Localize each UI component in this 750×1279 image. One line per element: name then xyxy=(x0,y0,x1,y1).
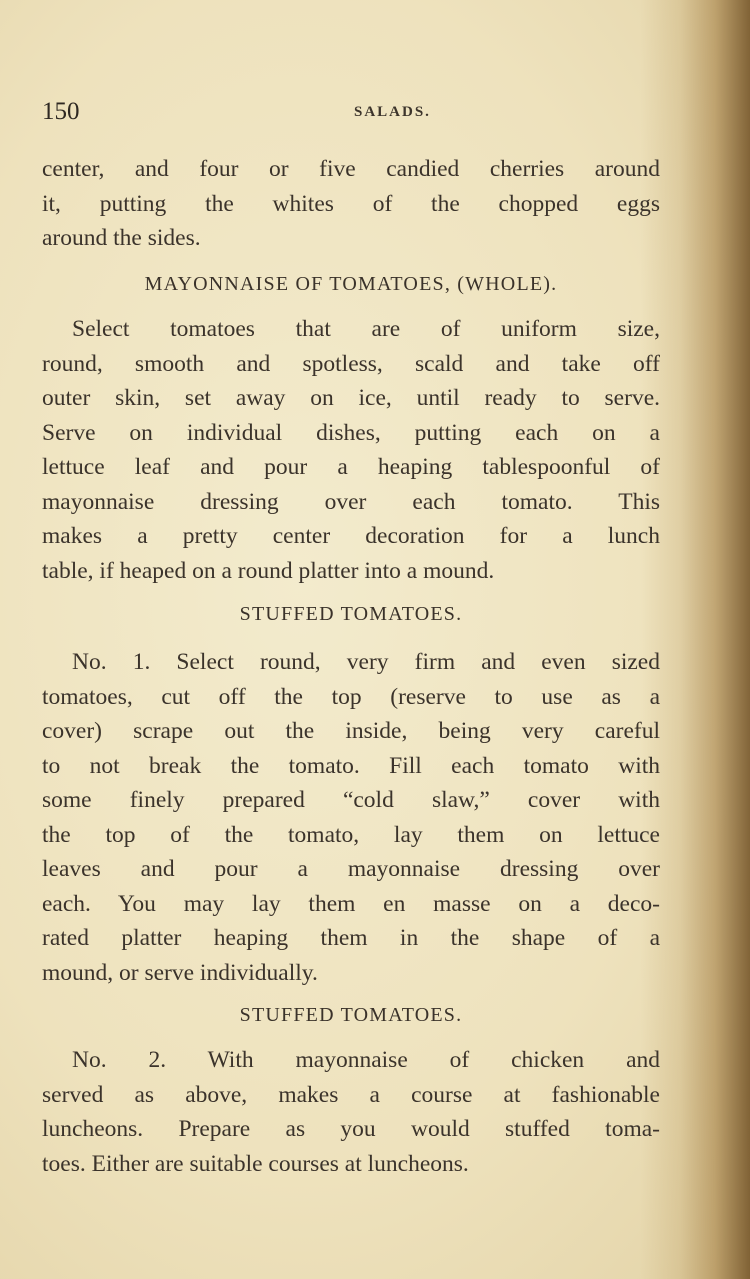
text-line: lettuce leaf and pour a heaping tablespoonful of xyxy=(42,454,660,480)
text-line: it, putting the whites of the chopped eggs xyxy=(42,190,660,217)
text-line: Select tomatoes that are of uniform size, xyxy=(72,316,660,342)
section-heading-stuffed-tomatoes-1: STUFFED TOMATOES. xyxy=(239,603,463,625)
text-line: No. 1. Select round, very firm and even sized xyxy=(72,649,660,675)
paragraph-mayonnaise-of-tomatoes xyxy=(42,312,660,588)
text-line: the top of the tomato, lay them on lettuce xyxy=(42,821,660,848)
paragraph-stuffed-tomatoes-no1 xyxy=(42,645,660,990)
text-line: tomatoes, cut off the top (reserve to use as a xyxy=(42,683,660,710)
text-line: to not break the tomato. Fill each tomato with xyxy=(42,752,660,779)
text-line: rated platter heaping them in the shape of a xyxy=(42,925,660,951)
text-line: center, and four or five candied cherries around xyxy=(42,156,660,182)
text-line: served as above, makes a course at fashionable xyxy=(42,1081,660,1108)
paragraph-stuffed-tomatoes-no2 xyxy=(42,1043,660,1181)
page-number: 150 xyxy=(42,98,80,125)
running-head: SALADS. xyxy=(354,104,431,120)
text-line: around the sides. xyxy=(42,225,201,251)
text-line: Serve on individual dishes, putting each on a xyxy=(42,419,660,446)
page-header xyxy=(42,98,662,128)
text-line: table, if heaped on a round platter into a mound. xyxy=(42,557,495,584)
text-line: some finely prepared “cold slaw,” cover with xyxy=(42,787,660,813)
text-line: cover) scrape out the inside, being very careful xyxy=(42,718,660,744)
text-line: outer skin, set away on ice, until ready to serve. xyxy=(42,385,660,411)
text-line: toes. Either are suitable courses at luncheons. xyxy=(42,1150,469,1177)
text-line: luncheons. Prepare as you would stuffed toma- xyxy=(42,1116,660,1142)
text-line: round, smooth and spotless, scald and take off xyxy=(42,350,660,377)
text-line: each. You may lay them en masse on a deco- xyxy=(42,890,660,917)
section-heading-stuffed-tomatoes-2: STUFFED TOMATOES. xyxy=(239,1004,463,1026)
text-line: leaves and pour a mayonnaise dressing over xyxy=(42,856,660,882)
text-line: mayonnaise dressing over each tomato. This xyxy=(42,488,660,515)
text-line: No. 2. With mayonnaise of chicken and xyxy=(72,1047,660,1073)
section-heading-mayonnaise-of-tomatoes: MAYONNAISE OF TOMATOES, (WHOLE). xyxy=(144,273,558,295)
paragraph-continuation xyxy=(42,152,660,256)
text-line: makes a pretty center decoration for a lunch xyxy=(42,523,660,549)
text-line: mound, or serve individually. xyxy=(42,959,318,986)
